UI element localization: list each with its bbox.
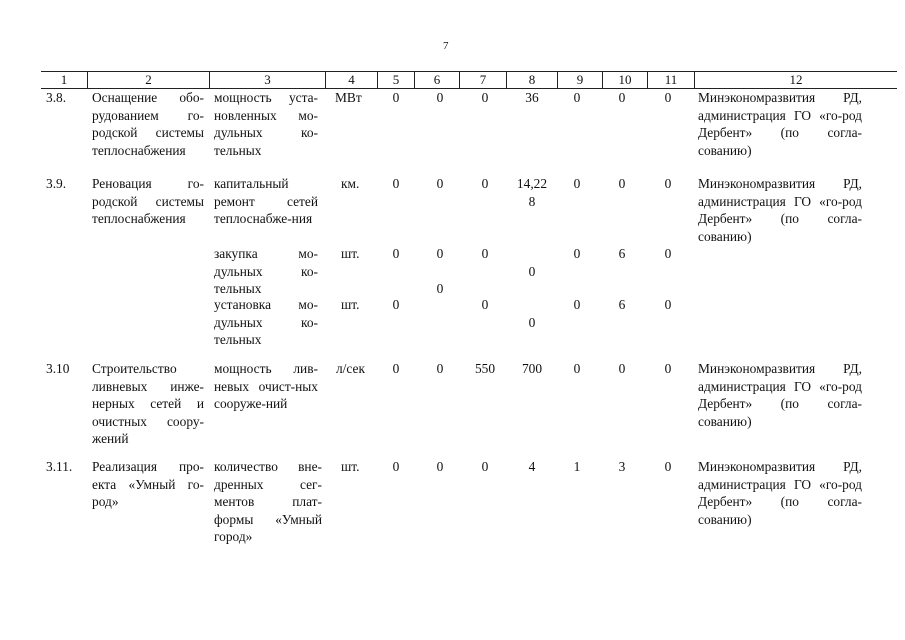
row-number: 3.11. bbox=[46, 459, 73, 474]
row-value-col11: 0 bbox=[664, 297, 672, 312]
row-value-col8: 0 bbox=[528, 264, 536, 279]
row-value-col9: 0 bbox=[573, 176, 581, 191]
row-value-col10: 0 bbox=[618, 176, 626, 191]
row-value-col7: 0 bbox=[481, 297, 489, 312]
row-name: Оснащение обо-рудованием го-родской системы теплоснабжения bbox=[92, 90, 204, 158]
row-value-col10: 3 bbox=[618, 459, 626, 474]
row-value-col11: 0 bbox=[664, 361, 672, 376]
row-indicator: количество вне-дренных сег-ментов плат-формы «Умный город» bbox=[214, 459, 322, 545]
row-unit: МВт bbox=[335, 90, 362, 105]
header-col-12: 12 bbox=[694, 72, 897, 88]
header-col-4: 4 bbox=[325, 72, 377, 88]
row-unit: шт. bbox=[341, 459, 360, 474]
row-value-col10: 0 bbox=[618, 361, 626, 376]
row-indicator: закупка мо-дульных ко-тельных bbox=[214, 246, 318, 297]
row-value-col6: 0 bbox=[436, 176, 444, 191]
row-value-col7: 0 bbox=[481, 459, 489, 474]
row-value-col9: 0 bbox=[573, 361, 581, 376]
row-responsible: Минэкономразвития РД, администрация ГО «го-род Дербент» (по согла-сованию) bbox=[698, 459, 862, 527]
row-number: 3.8. bbox=[46, 90, 67, 105]
row-value-col9: 0 bbox=[573, 90, 581, 105]
row-value-col10: 6 bbox=[618, 297, 626, 312]
row-value-col5: 0 bbox=[392, 176, 400, 191]
row-value-col9: 1 bbox=[573, 459, 581, 474]
row-value-col9: 0 bbox=[573, 246, 581, 261]
row-value-col11: 0 bbox=[664, 246, 672, 261]
row-value-col8: 4 bbox=[528, 459, 536, 474]
row-value-col8: 700 bbox=[521, 361, 543, 376]
table-header-row bbox=[41, 71, 897, 89]
header-col-8: 8 bbox=[506, 72, 557, 88]
row-responsible: Минэкономразвития РД, администрация ГО «го-род Дербент» (по согла-сованию) bbox=[698, 90, 862, 158]
header-col-5: 5 bbox=[377, 72, 414, 88]
row-unit: шт. bbox=[341, 297, 360, 312]
header-col-3: 3 bbox=[209, 72, 325, 88]
header-col-6: 6 bbox=[414, 72, 459, 88]
row-value-col5: 0 bbox=[392, 90, 400, 105]
row-value-col10: 0 bbox=[618, 90, 626, 105]
row-value-col5: 0 bbox=[392, 246, 400, 261]
row-number: 3.9. bbox=[46, 176, 67, 191]
row-responsible: Минэкономразвития РД, администрация ГО «го-род Дербент» (по согла-сованию) bbox=[698, 176, 862, 244]
row-number: 3.10 bbox=[46, 361, 70, 376]
row-value-col10: 6 bbox=[618, 246, 626, 261]
header-col-11: 11 bbox=[647, 72, 694, 88]
row-value-col9: 0 bbox=[573, 297, 581, 312]
row-value-col6: 0 bbox=[436, 90, 444, 105]
row-value-col7: 0 bbox=[481, 90, 489, 105]
row-value-col6-second: 0 bbox=[436, 281, 444, 296]
row-indicator: установка мо-дульных ко-тельных bbox=[214, 297, 318, 348]
header-col-2: 2 bbox=[87, 72, 209, 88]
row-value-col8: 36 bbox=[525, 90, 539, 105]
row-unit: км. bbox=[341, 176, 360, 191]
row-value-col11: 0 bbox=[664, 459, 672, 474]
row-value-col7: 0 bbox=[481, 176, 489, 191]
row-indicator: мощность лив-невых очист-ных сооруже-ний bbox=[214, 361, 318, 412]
header-col-1: 1 bbox=[60, 72, 68, 87]
row-value-col11: 0 bbox=[664, 176, 672, 191]
row-value-col6: 0 bbox=[436, 246, 444, 261]
row-name: Реализация про-екта «Умный го-род» bbox=[92, 459, 204, 510]
row-indicator: капитальный ремонт сетей теплоснабже-ния bbox=[214, 176, 318, 227]
header-col-9: 9 bbox=[557, 72, 602, 88]
row-value-col11: 0 bbox=[664, 90, 672, 105]
page-number: 7 bbox=[443, 40, 449, 52]
row-value-col7: 0 bbox=[481, 246, 489, 261]
row-name: Строительство ливневых инже-нерных сетей и очистных соору-жений bbox=[92, 361, 204, 447]
row-value-col5: 0 bbox=[392, 459, 400, 474]
row-value-col8: 0 bbox=[528, 315, 536, 330]
row-value-col6: 0 bbox=[436, 361, 444, 376]
row-indicator: мощность уста-новленных мо-дульных ко-тельных bbox=[214, 90, 318, 158]
row-value-col5: 0 bbox=[392, 361, 400, 376]
row-value-col5: 0 bbox=[392, 297, 400, 312]
header-col-7: 7 bbox=[459, 72, 506, 88]
header-col-10: 10 bbox=[602, 72, 647, 88]
row-unit: шт. bbox=[341, 246, 360, 261]
row-value-col7: 550 bbox=[474, 361, 496, 376]
row-name: Реновация го-родской системы теплоснабжения bbox=[92, 176, 204, 227]
row-value-col6: 0 bbox=[436, 459, 444, 474]
row-value-col8: 14,22 8 bbox=[516, 176, 548, 209]
row-responsible: Минэкономразвития РД, администрация ГО «го-род Дербент» (по согла-сованию) bbox=[698, 361, 862, 429]
row-unit: л/сек bbox=[336, 361, 365, 376]
